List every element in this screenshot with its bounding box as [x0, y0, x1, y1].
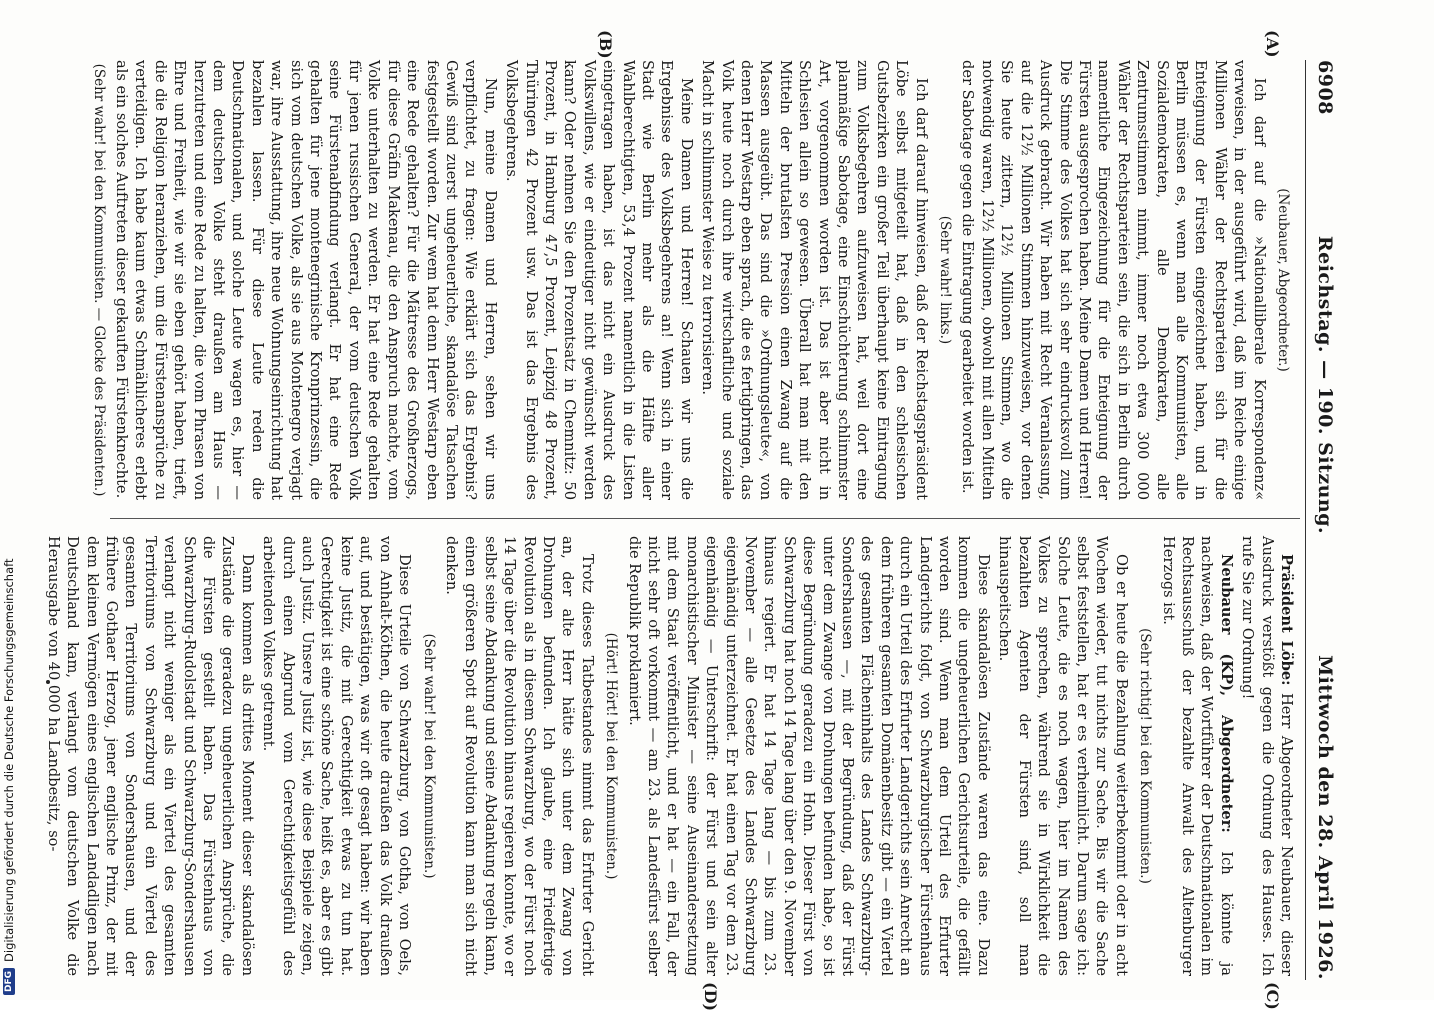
- page-header: [1310, 60, 1340, 980]
- speaker-name: Neubauer (KP), Abgeordneter:: [1217, 554, 1235, 833]
- paragraph: Meine Damen und Herren! Schauen wir uns die Ergebnisse des Volksbegehrens an! Wenn sich in einer Stadt wie Berlin mehr als die Hälfte aller Wahlberechtigten, 53,4 Prozent namentlich in die Listen eingetragen haben, ist das nicht ein Ausdruck des Volkswillens, wie er eindeutiger nicht gewünscht werden kann? Oder nehmen Sie den Prozentsatz in Chemnitz: 50 Prozent, in Hamburg 47,5 Prozent, Leipzig 48 Prozent, Thüringen 42 Prozent usw. Das ist das Ergebnis des Volksbegehrens.: [503, 60, 695, 500]
- paragraph: Dann kommen als drittes Moment dieser skandalösen Zustände die geradezu ungeheuerlichen Ansprüche, die die Fürsten gestellt haben. Das Fürstenhaus von Schwarzburg-Rudolstadt und Schwarzburg-Sondershausen verlangt nicht weniger als ein Viertel des gesamten Territoriums von Schwarzburg und ein Viertel des gesamten Territoriums von Sondershausen, und der frühere Gothaer Herzog, jener englische Prinz, der mit dem kleinen Vermögen eines englischen Landadligen nach Deutschland kam, verlangt vom deutschen Volke die Herausgabe von 40 000 ha Landbesitz, so-: [44, 536, 256, 976]
- margin-letter-b: (B): [596, 30, 615, 59]
- paragraph: [1158, 536, 1236, 976]
- paragraph: Nun, meine Damen und Herren, sehen wir uns verpflichtet, zu fragen: Wie erklärt sich das Ergebnis? Gewiß sind zuerst ungeheuerliche, skandalöse Tatsachen festgestellt worden. Zur wem hat denn Herr Westarp eben eine Rede gehalten? Für die Mätresse des Großherzogs, für diese Gräfin Makenau, die den Anspruch machte, vom Volke unterhalten zu werden. Er hat eine Rede gehalten für jenen russischen General, der vom deutschen Volk seine Fürstenabfindung verlangt. Er hat eine Rede gehalten für jene montenegrinische Kronprinzessin, die sich vom deutschen Volke, als sie aus Montenegro verjagt war, ihre Ausstattung, ihre neue Wohnungseinrichtung hat bezahlen lassen. Für diese Leute reden die Deutschnationalen, und solche Leute wagen es, hier — dem deutschen Volke steht draußen am Haus — herzutreten und eine Rede zu halten, die vom Phrasen von Ehre und Freiheit, wie wir sie eben gehört haben, trieft, die die Religion heranziehen, um die Fürstenansprüche zu verteidigen. Ich habe kaum etwas Schmählicheres erlebt als ein solches Auftreten dieser gekauften Fürstenknechte.: [113, 60, 499, 500]
- interjection: (Sehr wahr! bei den Kommunisten.): [420, 633, 437, 879]
- margin-letter-d: (D): [701, 982, 720, 1011]
- paragraph: Diese Urteile von Schwarzburg, von Gotha, von Oels, von Anhalt-Köthen, die heute draußen das Volk draußen auf, und bestätigen, was wir oft gesagt haben: wir haben keine Justiz, die mit Gerechtigkeit etwas zu tun hat. Gerechtigkeit ist eine schöne Sache, heißt es, aber es gibt auch Justiz. Unsere Justiz ist, wie diese Beispiele zeigen, durch einen Abgrund vom Gerechtigkeitsgefühl des arbeitenden Volkes getrennt.: [260, 536, 414, 976]
- paragraph: Ob er heute die Bezahlung weiterbekommt oder in acht Wochen wieder, tut nichts zur Sache. Bis wir die Sache selbst feststellen, hat er es verheimlicht. Darum sage ich: Solche Leute, die es noch wagen, hier im Namen des Volkes zu sprechen, während sie in Wirklichkeit die bezahlten Agenten der Fürsten sind, soll man hinauspeitschen.: [996, 536, 1130, 976]
- column-divider: [110, 518, 1300, 519]
- margin-letter-c: (C): [1263, 982, 1282, 1010]
- header-rule: [1305, 60, 1306, 980]
- page-number: 6908: [1314, 60, 1336, 115]
- interjection: (Sehr richtig! bei den Kommunisten.): [1137, 628, 1154, 884]
- paragraph: Diese skandalösen Zustände waren das eine. Dazu kommen die ungeheuerlichen Gerichtsurteile, die gefällt worden sind. Wenn man dem Urteil des Erfurter Landgerichts folgt, von Schwarzburgischer Fürstenhaus durch ein Urteil des Erfurter Landgerichts sein Anrecht an dem früheren gesamten Domänenbesitz gibt — ein Viertel des gesamten Flächeninhalts des Landes Schwarzburg-Sondershausen —, mit der Begründung, daß der Fürst unter dem Zwange von Drohungen befunden habe, so ist diese Begründung geradezu ein Hohn. Dieser Fürst von Schwarzburg hat noch 14 Tage lang über den 9. November hinaus regiert. Er hat 14 Tage lang — bis zum 23. November — alle Gesetze des Landes Schwarzburg eigenhändig unterzeichnet. Er hat einen Tag vor dem 23. eigenhändig — Unterschrift: der Fürst und sein alter monarchistischer Minister — seine Auseinandersetzung mit dem Staat veröffentlicht, und er hat — ein Fall, der nicht sehr oft vorkommt — am 23. als Landesfürst selber die Republik proklamiert.: [625, 536, 992, 976]
- paragraph: [1238, 536, 1296, 976]
- speaker-name: Präsident Löbe:: [1278, 554, 1295, 686]
- paragraph: Trotz dieses Tatbestandes nimmt das Erfurter Gericht an, der alte Herr hätte sich unter dem Zwang von Drohungen befunden. Ich glaube, eine Friedfertige Revolution als in diesem Schwarzburg, wo der Fürst noch 14 Tage über die Revolution hinaus regieren konnte, wo er selbst seine Abdankung und seine Abdankung regeln kann, einen größeren Spott auf Revolution kann man sich nicht denken.: [442, 536, 596, 976]
- speaker-intro: (Neubauer, Abgeordneter.): [1275, 188, 1291, 372]
- paragraph-text: Ich könnte ja nachweisen, daß der Wortführer der Deutschnationalen im Rechtsausschuß der bezahlte Anwalt des Altenburger Herzogs ist.: [1159, 536, 1235, 976]
- interjection: (Sehr wahr! bei den Kommunisten. — Glocke des Präsidenten.): [90, 63, 107, 497]
- paragraph: Ich darf darauf hinweisen, daß der Reichstagspräsident Löbe selbst mitgeteilt hat, daß in den schlesischen Gutsbezirken ein großer Teil überhaupt keine Eintragung zum Volksbegehren aufzuweisen hat, weil dort eine planmäßige Sabotage, eine Einschüchterung schlimmster Art, vorgenommen worden ist. Das ist aber nicht in Schlesien allein so gewesen. Überall hat man mit den Mitteln der brutalsten Pression einen Zwang auf die Massen ausgeübt. Das sind die »Ordnungsleute«, von denen Herr Westarp eben sprach, die es fertigbringen, das Volk heute noch durch ihre wirtschaftliche und soziale Macht in schlimmster Weise zu terrorisieren.: [699, 60, 930, 500]
- dfg-logo: DFG: [3, 968, 15, 995]
- interjection: (Sehr wahr! links.): [937, 215, 954, 345]
- left-column: [84, 60, 1296, 500]
- header-title: Reichstag. — 190. Sitzung.: [1314, 235, 1336, 535]
- header-date: Mittwoch den 28. April 1926.: [1314, 655, 1336, 980]
- interjection: (Hört! Hört! bei den Kommunisten.): [603, 632, 620, 880]
- paragraph-text: Herr Abgeordneter Neubauer, dieser Ausdruck verstößt gegen die Ordnung des Hauses. Ich rufe Sie zur Ordnung!: [1239, 536, 1295, 977]
- dfg-stamp-text: Digitalisierung gefördert durch die Deutsche Forschungsgemeinschaft: [2, 558, 16, 962]
- right-column: [41, 536, 1296, 976]
- margin-letter-a: (A): [1263, 30, 1282, 58]
- rotated-page: [44, 30, 1340, 1011]
- dfg-stamp: [0, 0, 22, 1000]
- paragraph: Ich darf auf die »Nationalliberale Korrespondenz« verweisen, in der ausgeführt wird, daß im Reiche einige Millionen Wähler der Rechtsparteien sich für die Enteignung der Fürsten eingezeichnet haben, und in Berlin müssen es, wenn man alle Kommunisten, alle Sozialdemokraten, alle Demokraten, alle Zentrumsstimmen nimmt, immer noch etwa 300 000 Wähler der Rechtsparteien sein, die sich in Berlin durch namentliche Eingezeichnung für die Enteignung der Fürsten ausgesprochen haben. Meine Damen und Herren! Die Stimme des Volkes hat sich sehr eindrucksvoll zum Ausdruck gebracht. Wir haben mit Recht Veranlassung, auf die 12½ Millionen Stimmen hinzuweisen, vor denen Sie heute zittern, 12½ Millionen Stimmen, wo die notwendig waren, 12½ Millionen, obwohl mit allen Mitteln der Sabotage gegen die Eintragung gearbeitet worden ist.: [959, 60, 1268, 500]
